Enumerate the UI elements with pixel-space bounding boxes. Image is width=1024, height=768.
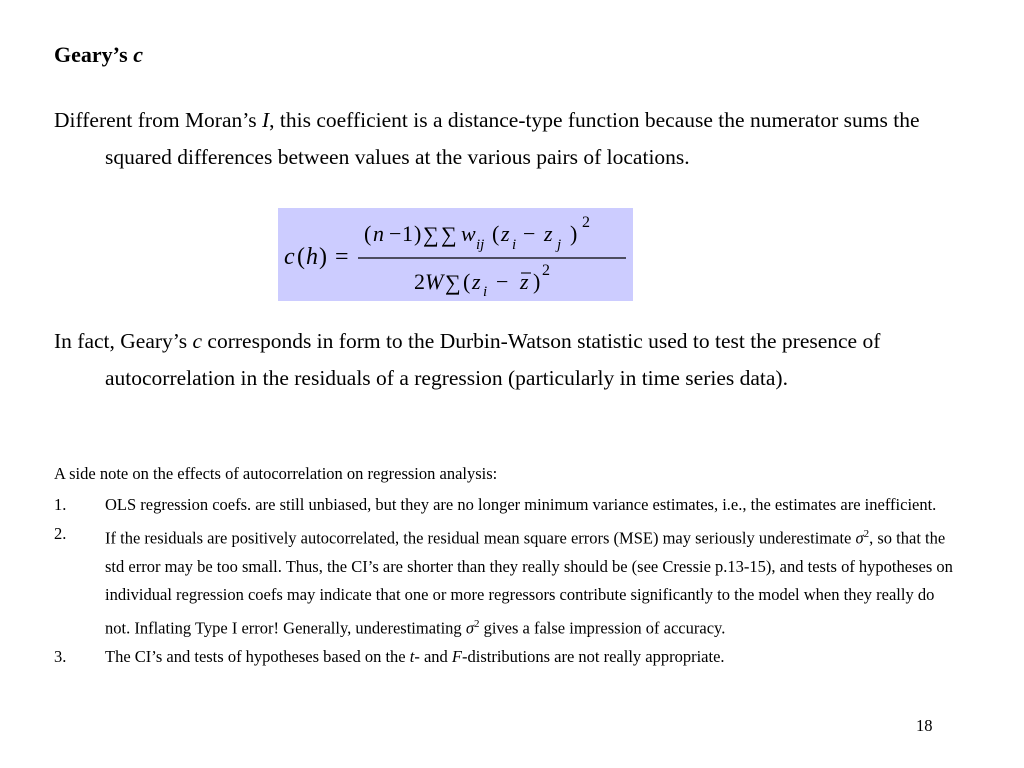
den-z: z [472,269,481,294]
sigma-symbol: σ [855,528,864,548]
den-rparen: ) [533,269,541,294]
list-item-number: 3. [54,646,67,666]
num-z1-sub: i [512,237,517,253]
list-item-text-a: If the residuals are positively autocorrelated, the residual mean square errors (MSE) may seriously underestimate [105,528,856,548]
num-inner-lparen: ( [492,221,500,246]
den-two: 2 [414,269,425,294]
num-w-sub: ij [476,237,485,253]
num-rparen: ) [414,221,422,246]
t-symbol: t [409,646,415,666]
p1-text-pre: Different from Moran’s [54,108,262,132]
p2-symbol: c [192,329,203,353]
title-text: Geary’s [54,42,128,67]
sigma-superscript: 2 [473,617,480,630]
den-square: 2 [542,262,550,279]
formula-rparen: ) [319,244,327,270]
paragraph-morans-comparison [54,102,985,175]
num-minus: − [389,221,402,246]
sigma-superscript: 2 [863,527,870,540]
num-z2: z [544,221,553,246]
num-lparen: ( [364,221,372,246]
formula-c: c [284,244,295,270]
list-item-text-b: - and [414,646,452,666]
side-note-heading: A side note on the effects of autocorrelation on regression analysis: [54,464,498,483]
list-item-number: 1. [54,495,67,514]
f-symbol: F [451,646,462,666]
list-item-2 [54,520,954,643]
page-number: 18 [916,716,933,735]
formula-lparen: ( [297,244,305,270]
effects-list [54,491,954,672]
num-sum-2: ∑ [441,222,457,247]
num-inner-rparen: ) [570,221,578,246]
formula-h: h [306,244,318,270]
list-item-text: OLS regression coefs. are still unbiased, but they are no longer minimum variance estimates, i.e., the estimates are inefficient. [105,495,937,514]
num-one: 1 [402,221,413,246]
sigma-symbol: σ [465,618,474,638]
formula-equals: = [335,244,349,270]
formula-svg [278,208,633,301]
den-zbar: z [520,269,529,294]
p2-text-pre: In fact, Geary’s [54,329,193,353]
list-item-text-c: -distributions are not really appropriate. [462,646,725,666]
num-square: 2 [582,214,590,231]
list-item-text-c: gives a false impression of accuracy. [479,618,726,638]
p1-symbol: I [261,108,270,132]
num-n: n [373,221,384,246]
slide-title [54,42,143,68]
num-minus-2: − [523,221,536,246]
list-item-number: 2. [54,523,67,543]
paragraph-durbin-watson [54,323,985,396]
title-symbol: c [133,42,143,67]
num-sum-1: ∑ [423,222,439,247]
num-z2-sub: j [557,237,562,253]
p2-text-post: corresponds in form to the Durbin-Watson statistic used to test the presence of autocorrelation in the residuals of a regression (particularly in time series data). [105,329,881,390]
num-w: w [461,221,476,246]
den-W: W [425,269,444,294]
list-item-text-b: , so that the std error may be too small. Thus, the CI’s are shorter than they really should be (see Cressie p.13-15), and tests of hypotheses on individual regression coefs may indicate that one or more regressors contribute significantly to the model when they really do not. Inflating Type I error! Generally, underestimating [105,528,953,638]
den-z-sub: i [483,284,488,300]
den-lparen: ( [463,269,471,294]
list-item-text-a: The CI’s and tests of hypotheses based on the [105,646,410,666]
list-item-3 [54,643,954,672]
gearys-c-formula [278,208,633,301]
p1-text-post: , this coefficient is a distance-type function because the numerator sums the squared differences between values at the various pairs of locations. [105,108,920,169]
den-minus: − [496,269,509,294]
den-sum: ∑ [445,270,461,295]
list-item-1 [54,491,954,520]
num-z1: z [501,221,510,246]
